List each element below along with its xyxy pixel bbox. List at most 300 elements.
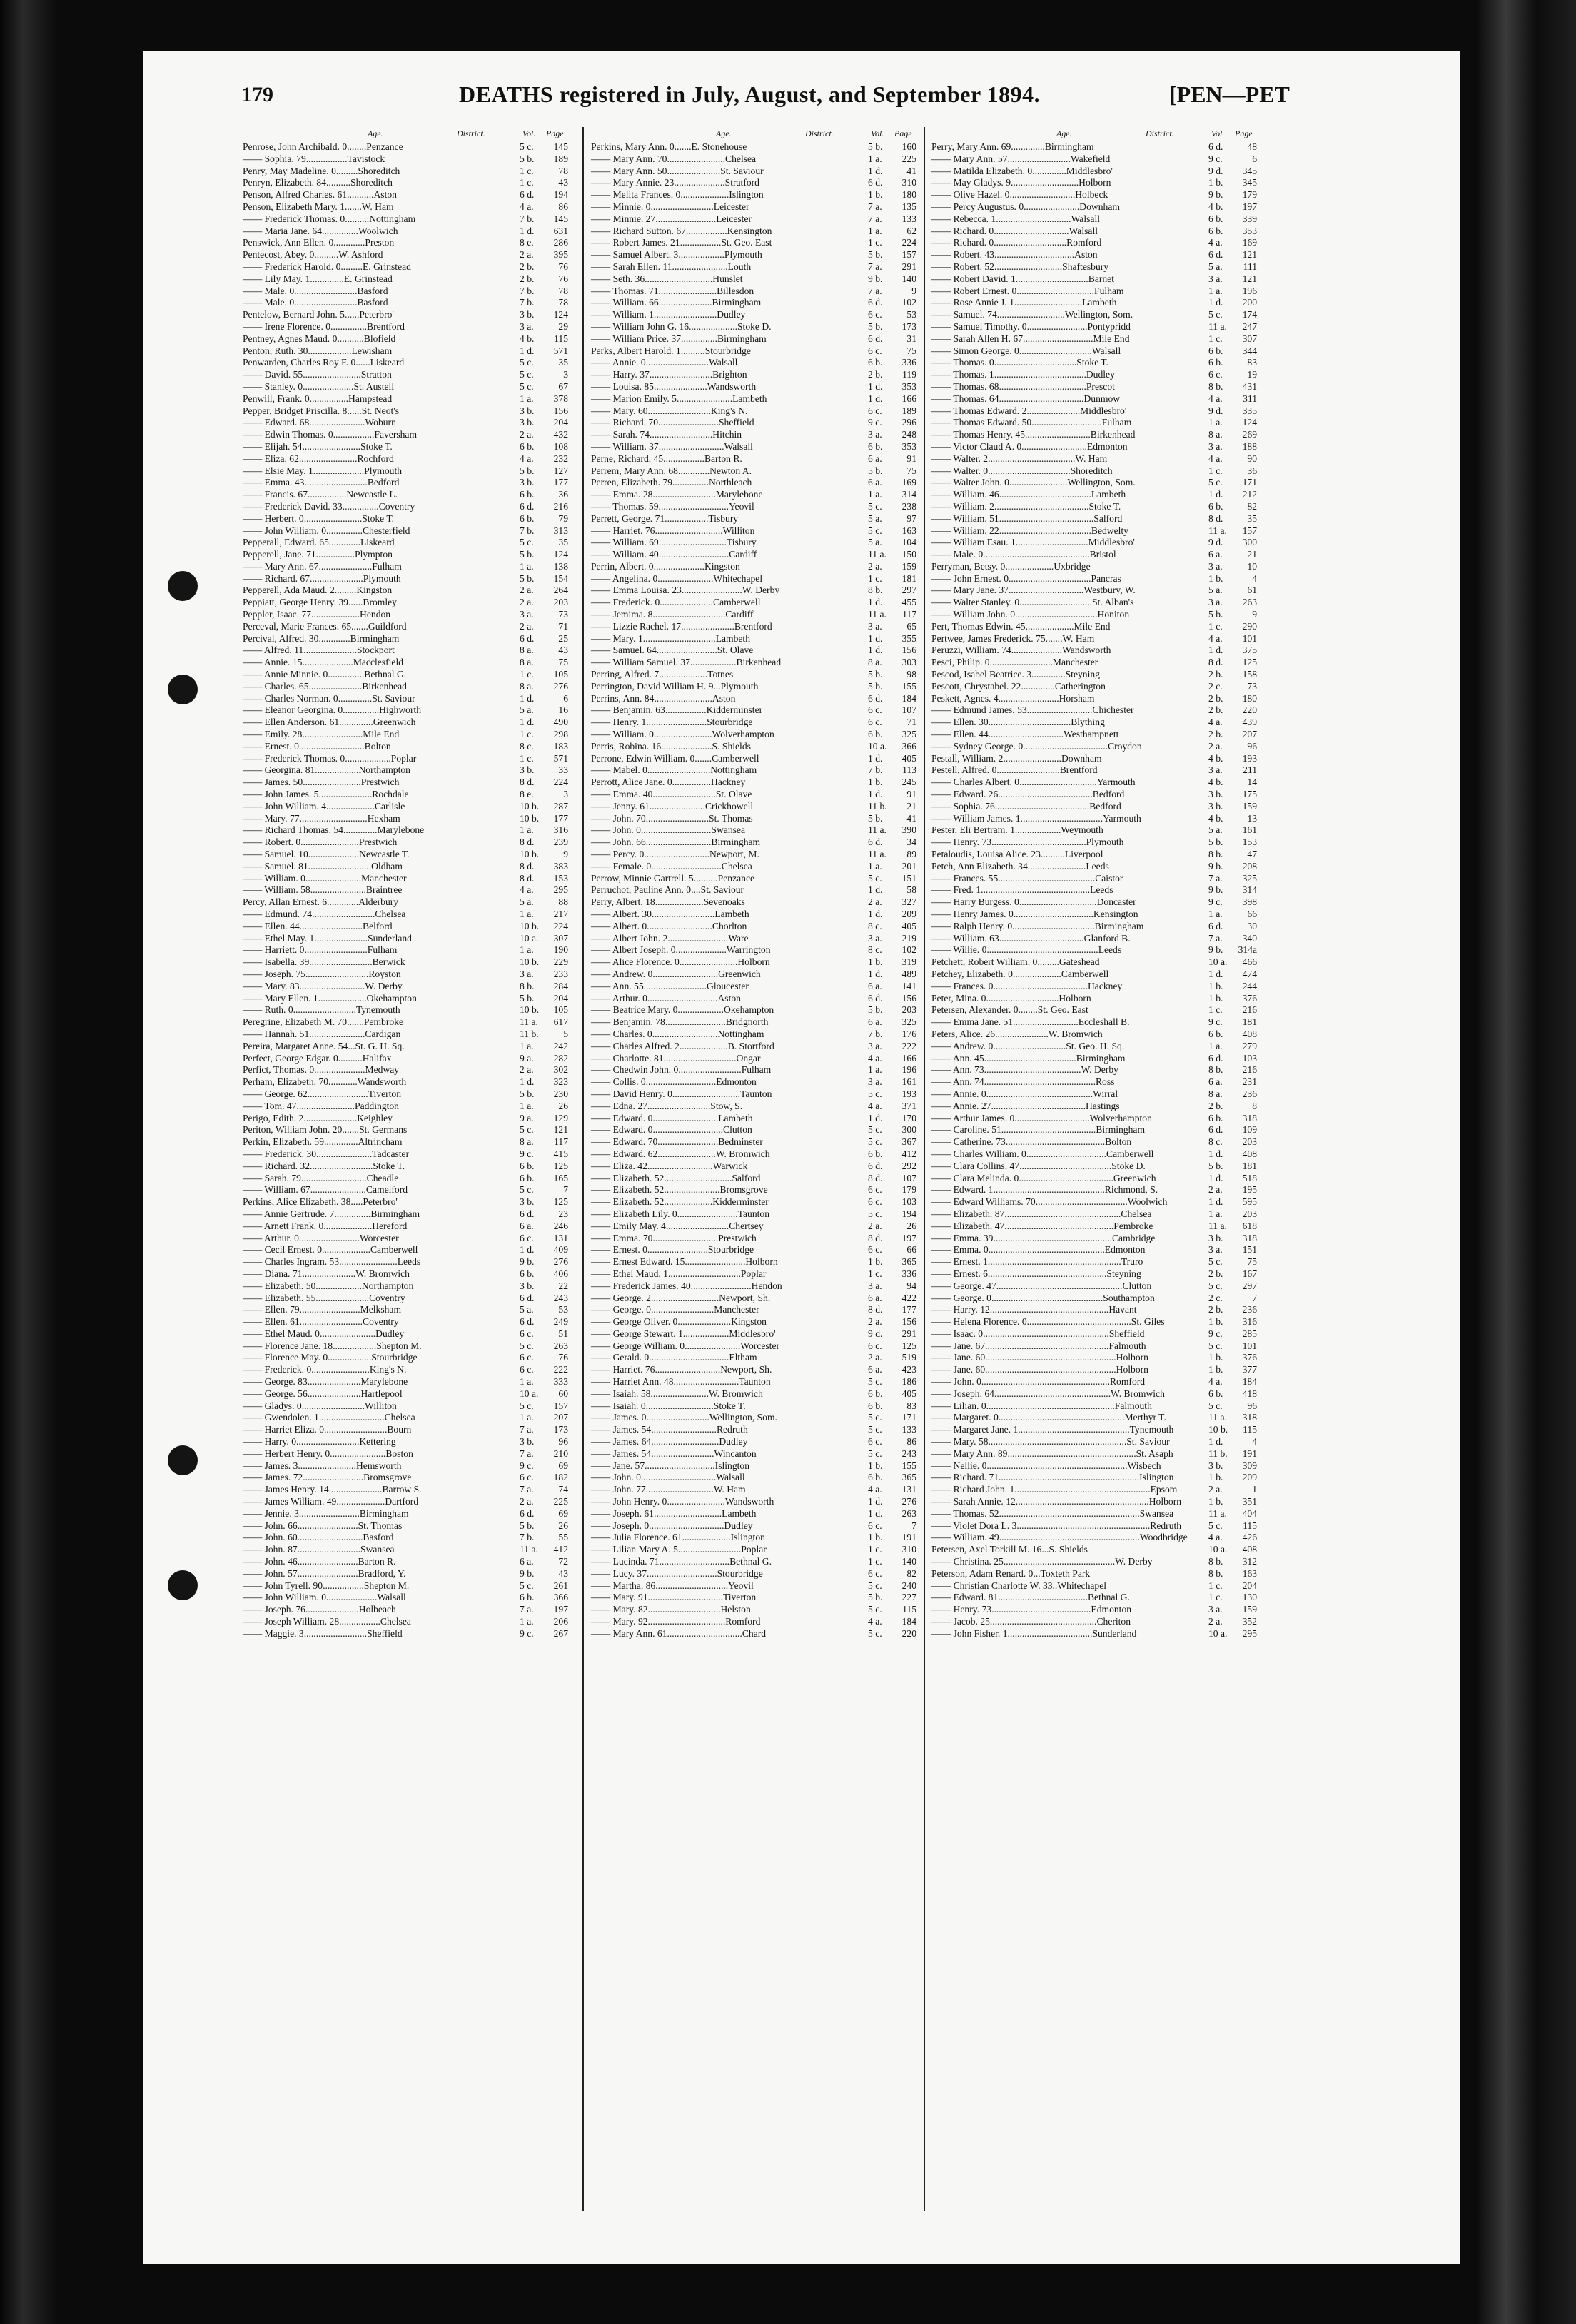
- register-entry: [243, 1424, 567, 1436]
- entry-volume: 1 a.: [1208, 417, 1223, 428]
- entry-page: 247: [1242, 320, 1257, 332]
- entry-page: 183: [553, 740, 568, 752]
- register-entry: [591, 201, 916, 213]
- entry-name-age-district: —— James. 54...........................Redruth: [591, 1424, 748, 1435]
- entry-name-age-district: Peppiatt, George Henry. 39......Bromley: [243, 597, 397, 608]
- register-entry: [243, 1196, 567, 1208]
- age-heading: Age.: [368, 128, 383, 138]
- entry-page: 9: [1252, 609, 1257, 620]
- entry-name-age-district: —— James William. 49....................Dartford: [243, 1496, 419, 1507]
- entry-name-age-district: —— George. 56......................Hartlepool: [243, 1388, 403, 1399]
- entry-page: 91: [906, 453, 916, 464]
- entry-page: 36: [558, 489, 568, 500]
- register-entry: [243, 1136, 567, 1148]
- entry-volume: 8 b.: [1208, 1556, 1223, 1567]
- entry-volume: 5 c.: [1208, 1340, 1223, 1351]
- entry-page: 86: [906, 1436, 916, 1448]
- entry-name-age-district: —— John. 57.........................Bradford, Y.: [243, 1567, 406, 1579]
- entry-page: 13: [1247, 812, 1257, 824]
- entry-volume: 6 d.: [1208, 1124, 1223, 1136]
- register-entry: [931, 1328, 1256, 1340]
- entry-page: 190: [553, 944, 568, 956]
- register-entry: [931, 1316, 1256, 1328]
- register-entry: [243, 1532, 567, 1544]
- entry-page: 193: [901, 1088, 916, 1099]
- register-entry: [243, 525, 567, 537]
- entry-page: 352: [1242, 1616, 1257, 1627]
- entry-page: 105: [553, 669, 568, 680]
- entry-volume: 3 a.: [868, 1280, 882, 1291]
- register-entry: [591, 1592, 916, 1604]
- entry-page: 88: [558, 896, 568, 908]
- entry-page: 243: [553, 1292, 568, 1303]
- register-entry: [591, 753, 916, 765]
- entry-volume: 1 b.: [868, 189, 883, 201]
- register-entry: [931, 1340, 1256, 1353]
- entry-page: 405: [901, 1388, 916, 1399]
- entry-page: 26: [906, 1220, 916, 1231]
- entry-volume: 5 c.: [868, 500, 882, 512]
- register-entry: [591, 1412, 916, 1424]
- register-entry: [591, 597, 916, 609]
- entry-name-age-district: —— Charlotte. 81..............................Ongar: [591, 1052, 761, 1064]
- entry-page: 102: [901, 297, 916, 308]
- entry-list: [591, 141, 916, 1640]
- entry-volume: 4 a.: [520, 884, 534, 896]
- entry-name-age-district: —— John. 60...........................Basford: [243, 1532, 394, 1543]
- register-column-1: [243, 127, 567, 2226]
- entry-volume: 5 c.: [868, 1136, 882, 1148]
- register-entry: [931, 813, 1256, 825]
- entry-volume: 9 a.: [520, 1052, 534, 1064]
- entry-volume: 2 b.: [520, 261, 535, 272]
- entry-volume: 10 b.: [520, 920, 540, 931]
- entry-page: 232: [553, 453, 568, 464]
- entry-name-age-district: —— William. 51.......................................Salford: [931, 512, 1123, 524]
- entry-name-age-district: —— John. 66...........................Birmingham: [591, 837, 761, 848]
- register-entry: [591, 333, 916, 345]
- register-entry: [591, 669, 916, 681]
- entry-name-age-district: —— Frances. 55........................................Caistor: [931, 872, 1123, 884]
- entry-volume: 2 b.: [1208, 704, 1223, 716]
- entry-page: 61: [1247, 585, 1257, 596]
- register-entry: [591, 657, 916, 669]
- entry-volume: 1 c.: [1208, 1592, 1223, 1603]
- register-entry: [591, 1604, 916, 1616]
- entry-volume: 6 b.: [520, 1172, 535, 1183]
- entry-volume: 8 c.: [868, 944, 882, 956]
- register-entry: [243, 1101, 567, 1113]
- entry-page: 140: [901, 273, 916, 284]
- entry-name-age-district: —— John. 46.........................Barton R.: [243, 1556, 396, 1567]
- entry-page: 133: [901, 1424, 916, 1435]
- register-entry: [931, 1208, 1256, 1221]
- entry-name-age-district: —— James. 72.........................Bromsgrove: [243, 1472, 412, 1483]
- entry-name-age-district: —— Samuel Timothy. 0.........................Pontypridd: [931, 320, 1131, 332]
- register-entry: [243, 237, 567, 249]
- register-entry: [931, 333, 1256, 345]
- entry-page: 66: [1247, 909, 1257, 919]
- register-entry: [931, 297, 1256, 309]
- entry-volume: 1 b.: [868, 1256, 883, 1268]
- entry-page: 91: [906, 789, 916, 800]
- entry-volume: 3 a.: [868, 1076, 882, 1088]
- entry-page: 340: [1242, 932, 1257, 944]
- entry-volume: 6 d.: [1208, 249, 1223, 261]
- entry-name-age-district: —— Ethel Maud. 0.......................Dudley: [243, 1328, 405, 1339]
- entry-volume: 1 c.: [1208, 1004, 1223, 1016]
- register-entry: [931, 993, 1256, 1005]
- entry-page: 243: [901, 1448, 916, 1459]
- entry-volume: 2 b.: [1208, 1100, 1223, 1111]
- entry-page: 355: [901, 632, 916, 644]
- entry-volume: 6 b.: [868, 1388, 883, 1399]
- entry-name-age-district: —— Harry. 0..........................Kettering: [243, 1436, 396, 1448]
- register-entry: [243, 1221, 567, 1233]
- entry-volume: 7 b.: [520, 297, 535, 308]
- entry-name-age-district: —— Herbert Henry. 0.......................Boston: [243, 1448, 413, 1459]
- entry-volume: 1 d.: [868, 789, 883, 800]
- entry-name-age-district: —— Florence Jane. 18..................Shepton M.: [243, 1340, 422, 1351]
- entry-name-age-district: Peterson, Adam Renard. 0...Toxteth Park: [931, 1567, 1091, 1579]
- entry-volume: 11 a.: [1208, 1507, 1227, 1519]
- entry-volume: 5 c.: [868, 1124, 882, 1136]
- register-entry: [931, 465, 1256, 478]
- entry-volume: 3 a.: [1208, 560, 1223, 572]
- entry-page: 209: [1242, 1472, 1257, 1483]
- register-entry: [931, 861, 1256, 873]
- register-entry: [931, 213, 1256, 226]
- entry-name-age-district: Percival, Alfred. 30.............Birmingham: [243, 632, 400, 644]
- entry-page: 7: [1252, 1292, 1257, 1303]
- entry-page: 117: [554, 1136, 568, 1148]
- entry-name-age-district: —— Joseph. 76......................Holbeach: [243, 1604, 396, 1615]
- register-entry: [243, 465, 567, 478]
- entry-name-age-district: Perrington, David William H. 9...Plymouth: [591, 680, 759, 692]
- entry-name-age-district: —— Elizabeth. 52............................Salford: [591, 1172, 761, 1183]
- entry-name-age-district: —— Ellen. 30..................................Blything: [931, 717, 1105, 728]
- register-entry: [243, 1364, 567, 1376]
- entry-volume: 7 a.: [868, 213, 882, 224]
- entry-name-age-district: —— Thomas. 0..................................Stoke T.: [931, 357, 1109, 368]
- entry-volume: 6 c.: [520, 1328, 534, 1339]
- entry-page: 311: [1243, 393, 1257, 404]
- entry-name-age-district: —— Andrew. 0...........................Greenwich: [591, 968, 761, 979]
- entry-volume: 1 b.: [1208, 1364, 1223, 1375]
- register-entry: [931, 273, 1256, 286]
- register-entry: [591, 921, 916, 933]
- entry-name-age-district: Perruchot, Pauline Ann. 0....St. Saviour: [591, 884, 744, 896]
- entry-volume: 7 a.: [1208, 872, 1223, 884]
- entry-page: 165: [553, 1172, 568, 1183]
- entry-name-age-district: —— George. 2............................Newport, Sh.: [591, 1292, 771, 1303]
- entry-page: 189: [901, 405, 916, 416]
- register-entry: [591, 393, 916, 405]
- entry-volume: 9 c.: [868, 417, 882, 428]
- entry-name-age-district: —— Mary. 82..............................Helston: [591, 1604, 751, 1615]
- entry-page: 412: [553, 1544, 568, 1555]
- entry-page: 325: [901, 1016, 916, 1028]
- entry-page: 282: [553, 1052, 568, 1064]
- entry-page: 179: [1242, 189, 1257, 201]
- entry-name-age-district: —— Thomas Edward. 2......................Middlesbro': [931, 405, 1127, 416]
- entry-volume: 6 b.: [1208, 1028, 1223, 1039]
- entry-volume: 1 d.: [868, 632, 883, 644]
- entry-volume: 6 d.: [1208, 141, 1223, 152]
- entry-page: 230: [553, 1088, 568, 1099]
- entry-page: 35: [558, 537, 568, 548]
- entry-page: 124: [1242, 417, 1257, 428]
- entry-page: 423: [901, 1364, 916, 1375]
- entry-page: 163: [1242, 1567, 1257, 1579]
- entry-name-age-district: —— Mary Ann. 89.....................................................St. Asaph: [931, 1448, 1173, 1459]
- entry-page: 115: [554, 333, 568, 344]
- register-entry: [243, 609, 567, 621]
- entry-page: 408: [1242, 1148, 1257, 1159]
- entry-page: 153: [553, 872, 568, 884]
- register-entry: [931, 1304, 1256, 1316]
- entry-volume: 8 d.: [520, 860, 535, 872]
- entry-name-age-district: Perkins, Alice Elizabeth. 38.....Peterbro': [243, 1196, 398, 1208]
- entry-name-age-district: —— Ellen. 44...............................Westhampnett: [931, 729, 1119, 740]
- entry-volume: 1 d.: [520, 692, 535, 704]
- entry-name-age-district: —— Thomas. 1......................................Dudley: [931, 369, 1115, 380]
- register-entry: [931, 1520, 1256, 1532]
- register-entry: [931, 693, 1256, 705]
- register-entry: [243, 849, 567, 861]
- entry-name-age-district: —— John Ernest. 0..................................Pancras: [931, 572, 1121, 584]
- register-entry: [243, 429, 567, 441]
- entry-volume: 1 d.: [520, 1076, 535, 1088]
- entry-page: 239: [553, 837, 568, 848]
- entry-volume: 6 d.: [868, 297, 883, 308]
- entry-page: 336: [901, 357, 916, 368]
- register-entry: [591, 1053, 916, 1065]
- entry-name-age-district: —— Rose Annie J. 1............................Lambeth: [931, 297, 1117, 308]
- entry-name-age-district: —— Lily May. 1..............E. Grinstead: [243, 273, 393, 284]
- entry-page: 131: [553, 1232, 568, 1243]
- entry-name-age-district: —— Gwendolen. 1...........................Chelsea: [243, 1412, 415, 1423]
- entry-page: 367: [901, 1136, 916, 1148]
- register-entry: [591, 321, 916, 333]
- register-entry: [243, 1556, 567, 1568]
- register-entry: [243, 764, 567, 777]
- entry-volume: 5 a.: [520, 704, 534, 716]
- entry-name-age-district: Petersen, Alexander. 0........St. Geo. East: [931, 1004, 1088, 1016]
- entry-page: 244: [1242, 980, 1257, 991]
- register-entry: [243, 405, 567, 418]
- entry-name-age-district: —— Robert. 52............................Shaftesbury: [931, 261, 1109, 272]
- entry-volume: 2 a.: [868, 896, 882, 908]
- register-entry: [243, 549, 567, 561]
- entry-volume: 6 b.: [520, 1160, 535, 1171]
- index-range: [PEN—PET: [1169, 81, 1290, 107]
- register-entry: [243, 573, 567, 585]
- entry-name-age-district: —— Richard John. 1........................................................Epsom: [931, 1484, 1178, 1495]
- entry-page: 222: [553, 1364, 568, 1375]
- entry-volume: 5 c.: [520, 1580, 534, 1591]
- entry-name-age-district: —— Florence May. 0..................Stourbridge: [243, 1352, 418, 1363]
- entry-page: 8: [1252, 1100, 1257, 1111]
- entry-name-age-district: —— Ernest Edward. 15.........................Holborn: [591, 1256, 778, 1268]
- entry-name-age-district: —— Harriett. 0..........................Fulham: [243, 944, 398, 956]
- entry-name-age-district: —— Mary. 92................................Romford: [591, 1616, 761, 1627]
- entry-page: 395: [553, 249, 568, 261]
- entry-volume: 5 c.: [868, 1208, 882, 1219]
- register-entry: [931, 1053, 1256, 1065]
- entry-name-age-district: —— Henry. 1.........................Stourbridge: [591, 717, 753, 728]
- register-entry: [591, 1532, 916, 1544]
- entry-volume: 8 c.: [1208, 1136, 1223, 1148]
- entry-name-age-district: —— George. 62.........................Tiverton: [243, 1088, 402, 1099]
- entry-page: 246: [553, 1220, 568, 1231]
- register-entry: [931, 1136, 1256, 1148]
- entry-volume: 4 a.: [1208, 237, 1223, 248]
- page-heading: Page: [1235, 128, 1253, 138]
- register-column-2: [591, 127, 916, 2226]
- entry-volume: 6 d.: [868, 992, 883, 1004]
- register-entry: [931, 1124, 1256, 1136]
- entry-name-age-district: Petersen, Axel Torkill M. 16...S. Shields: [931, 1544, 1088, 1555]
- entry-page: 169: [1242, 237, 1257, 248]
- entry-name-age-district: —— Rebecca. 1...............................Walsall: [931, 213, 1100, 224]
- entry-page: 155: [901, 680, 916, 692]
- entry-volume: 6 c.: [868, 1244, 882, 1256]
- register-entry: [591, 1496, 916, 1508]
- entry-name-age-district: —— Mary. 83...........................W. Derby: [243, 980, 403, 991]
- entry-volume: 10 a.: [520, 932, 539, 944]
- register-entry: [931, 1148, 1256, 1161]
- entry-page: 333: [553, 1376, 568, 1388]
- register-entry: [931, 1088, 1256, 1101]
- entry-volume: 4 a.: [868, 1052, 882, 1064]
- register-entry: [931, 1496, 1256, 1508]
- entry-volume: 1 a.: [868, 153, 882, 164]
- entry-name-age-district: —— Christina. 25..............................................W. Derby: [931, 1556, 1153, 1567]
- entry-page: 216: [1242, 1004, 1257, 1016]
- register-entry: [243, 1064, 567, 1076]
- register-entry: [591, 704, 916, 717]
- register-entry: [931, 585, 1256, 597]
- register-entry: [931, 1293, 1256, 1305]
- entry-page: 109: [1242, 1124, 1257, 1136]
- entry-volume: 6 d.: [520, 1292, 535, 1303]
- entry-page: 72: [558, 1556, 568, 1567]
- entry-page: 145: [553, 141, 568, 152]
- entry-volume: 1 c.: [520, 165, 534, 176]
- entry-page: 35: [1247, 512, 1257, 524]
- entry-name-age-district: —— Emma. 39.................................................Cambridge: [931, 1232, 1156, 1243]
- entry-name-age-district: —— Elijah. 54........................Stoke T.: [243, 440, 393, 452]
- entry-page: 111: [1243, 261, 1257, 272]
- entry-name-age-district: —— Harriet. 76............................Williton: [591, 525, 755, 536]
- entry-page: 103: [901, 1196, 916, 1208]
- register-entry: [591, 1016, 916, 1029]
- entry-volume: 8 a.: [520, 645, 534, 656]
- entry-volume: 1 d.: [1208, 1172, 1223, 1183]
- entry-name-age-district: —— Richard Sutton. 67.................Kensington: [591, 225, 772, 236]
- entry-page: 180: [1242, 692, 1257, 704]
- entry-name-age-district: —— Irene Florence. 0...............Brentford: [243, 320, 405, 332]
- register-entry: [591, 1268, 916, 1280]
- register-entry: [243, 1184, 567, 1196]
- entry-name-age-district: —— Gladys. 0..........................Williton: [243, 1400, 397, 1411]
- register-entry: [591, 621, 916, 633]
- entry-volume: 6 b.: [868, 1472, 883, 1483]
- entry-volume: 6 a.: [868, 453, 882, 464]
- entry-name-age-district: —— Frederick. 30.......................Tadcaster: [243, 1148, 410, 1159]
- entry-page: 145: [553, 213, 568, 224]
- entry-name-age-district: —— Harry. 12.................................................Havant: [931, 1304, 1137, 1315]
- entry-page: 53: [906, 309, 916, 320]
- register-entry: [591, 166, 916, 178]
- register-entry: [931, 141, 1256, 153]
- entry-volume: 4 a.: [1208, 1532, 1223, 1543]
- entry-name-age-district: Pert, Thomas Edwin. 45....................Mile End: [931, 620, 1111, 632]
- entry-page: 26: [558, 1100, 568, 1111]
- entry-page: 115: [1243, 1424, 1257, 1435]
- entry-page: 127: [553, 465, 568, 476]
- register-entry: [243, 513, 567, 525]
- entry-volume: 9 d.: [1208, 537, 1223, 548]
- register-entry: [931, 764, 1256, 777]
- entry-volume: 1 d.: [868, 597, 883, 608]
- entry-page: 48: [1247, 141, 1257, 152]
- entry-page: 617: [553, 1016, 568, 1028]
- entry-name-age-district: —— Elsie May. 1.....................Plymouth: [243, 465, 403, 476]
- entry-name-age-district: Pescod, Isabel Beatrice. 3..............Steyning: [931, 669, 1100, 680]
- entry-page: 269: [1242, 429, 1257, 440]
- register-entry: [591, 1400, 916, 1413]
- register-entry: [931, 1604, 1256, 1616]
- entry-page: 261: [553, 1580, 568, 1591]
- entry-volume: 3 a.: [1208, 273, 1223, 284]
- register-entry: [591, 573, 916, 585]
- register-entry: [591, 369, 916, 381]
- entry-name-age-district: —— Minnie. 27.........................Leicester: [591, 213, 752, 224]
- entry-name-age-district: Perrins, Ann. 84........................Aston: [591, 692, 736, 704]
- entry-name-age-district: —— Emma. 0................................................Edmonton: [931, 1244, 1146, 1256]
- entry-name-age-district: —— Ernest. 0.........................Stourbridge: [591, 1244, 754, 1256]
- entry-name-age-district: —— Charles Alfred. 2....................B. Stortford: [591, 1040, 774, 1051]
- entry-page: 325: [1242, 872, 1257, 884]
- entry-volume: 1 a.: [520, 1616, 534, 1627]
- entry-volume: 4 a.: [1208, 717, 1223, 728]
- entry-volume: 5 b.: [868, 249, 883, 261]
- entry-volume: 5 c.: [868, 872, 882, 884]
- entry-page: 157: [553, 1400, 568, 1411]
- entry-page: 170: [901, 1112, 916, 1123]
- entry-volume: 1 d.: [1208, 1196, 1223, 1208]
- entry-name-age-district: —— Jacob. 25............................................Cheriton: [931, 1616, 1131, 1627]
- entry-page: 212: [1242, 489, 1257, 500]
- register-entry: [931, 429, 1256, 441]
- entry-name-age-district: —— William. 58.......................Braintree: [243, 884, 403, 896]
- entry-name-age-district: —— George. 0..........................Manchester: [591, 1304, 759, 1315]
- entry-name-age-district: —— Annie. 0..........................Walsall: [591, 357, 738, 368]
- entry-name-age-district: Pentney, Agnes Maud. 0...........Blofield: [243, 333, 396, 344]
- entry-page: 41: [906, 812, 916, 824]
- entry-name-age-district: —— Henry. 73.........................................Edmonton: [931, 1604, 1132, 1615]
- entry-volume: 6 c.: [520, 1352, 534, 1363]
- entry-volume: 5 b.: [868, 680, 883, 692]
- entry-page: 297: [1242, 1280, 1257, 1291]
- entry-page: 173: [553, 1424, 568, 1435]
- entry-page: 47: [1247, 849, 1257, 860]
- entry-volume: 4 a.: [868, 1100, 882, 1111]
- entry-page: 365: [901, 1472, 916, 1483]
- register-entry: [591, 884, 916, 896]
